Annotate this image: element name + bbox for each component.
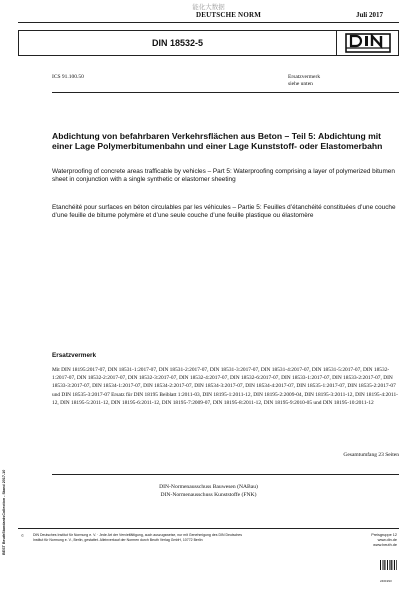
standard-type: DEUTSCHE NORM [196, 11, 262, 19]
divider-rule [52, 92, 399, 93]
committees [0, 484, 417, 499]
din-logo [337, 30, 399, 56]
title-english: Waterproofing of concrete areas trafficable by vehicles – Part 5: Waterproofing comprising a layer of polymerized bitumen sheet in conjunction with a single synthetic or elastomer sheeting [52, 168, 395, 184]
barcode-icon [380, 560, 398, 574]
replacement-heading: Ersatzvermerk [52, 352, 97, 359]
replacement-reference [288, 74, 320, 88]
beuth-website-link[interactable]: www.beuth.de [373, 543, 397, 547]
price-group: Preisgruppe 12 [371, 533, 397, 537]
header-rule [18, 22, 399, 23]
order-number: 2461993 [380, 579, 392, 583]
title-german: Abdichtung von befahrbaren Verkehrsflächen aus Beton – Teil 5: Abdichtung mit einer Lage Polymerbitumenbahn und einer Lage Kunststoff- oder Elastomerbahn [52, 131, 383, 152]
din-logo-icon [345, 33, 391, 53]
legal-notice: DIN Deutsches Institut für Normung e. V. · Jede Art der Vervielfältigung, auch auszugsweise, nur mit Genehmigung des DIN Deutsches Institut für Normung e. V., Berlin, gestattet. Alleinverkauf der Normen durch Beuth Verlag GmbH, 10772 Berlin [33, 533, 243, 542]
publication-date: Juli 2017 [355, 11, 383, 19]
collection-stamp: BEST BeuthStandardsCollection - Stand 2017-10 [2, 469, 6, 555]
replacement-reference-label: Ersatzvermerk [288, 74, 321, 80]
document-number-box [18, 30, 337, 56]
din-website-link[interactable]: www.din.de [377, 538, 397, 542]
ics-code: ICS 91.100.50 [52, 74, 84, 80]
watermark: 能化大数据 [192, 3, 225, 11]
committee-nabau: DIN-Normenausschuss Bauwesen (NABau) [159, 484, 258, 490]
replacement-reference-hint: siehe unten [288, 81, 313, 87]
footer-rule [18, 528, 399, 529]
divider-rule [52, 474, 399, 475]
committee-fnk: DIN-Normenausschuss Kunststoffe (FNK) [160, 491, 257, 498]
page-count: Gesamtumfang 23 Seiten [343, 452, 399, 458]
replacement-text: Mit DIN 18195:2017-07, DIN 18531-1:2017-07, DIN 18531-2:2017-07, DIN 18531-3:2017-07, DIN 18531-4:2017-07, DIN 18531-5:2017-07, DIN 18532-1:2017-07, DIN 18532-2:2017-07, DIN 18532-3:2017-07, DIN 18532-4:2017-07, DIN 18532-6:2017-07, DIN 18533-1:2017-07, DIN 18533-2:2017-07, DIN 18533-3:2017-07, DIN 18534-1:2017-07, DIN 18534-2:2017-07, DIN 18534-3:2017-07, DIN 18534-4:2017-07, DIN 18535-1:2017-07, DIN 18535-2:2017-07 und DIN 18535-3:2017-07 Ersatz für DIN 18195 Beiblatt 1:2011-03, DIN 18195-1:2011-12, DIN 18195-2:2009-04, DIN 18195-3:2011-12, DIN 18195-4:2011-12, DIN 18195-5:2011-12, DIN 18195-6:2011-12, DIN 18195-7:2009-07, DIN 18195-8:2011-12, DIN 18195-9:2010-05 und DIN 18195-10:2011-12 [52, 367, 398, 406]
document-number: DIN 18532-5 [151, 38, 204, 48]
barcode [380, 560, 398, 583]
title-french: Etanchéité pour surfaces en béton circulables par les véhicules – Partie 5: Feuilles d’étanchéité constituées d’une couche d’une feuille de bitume polymère et d’une seule couche d’une feuille plastique ou élastomère [52, 204, 396, 220]
price-block [330, 533, 397, 548]
copyright-symbol: © [21, 533, 25, 538]
